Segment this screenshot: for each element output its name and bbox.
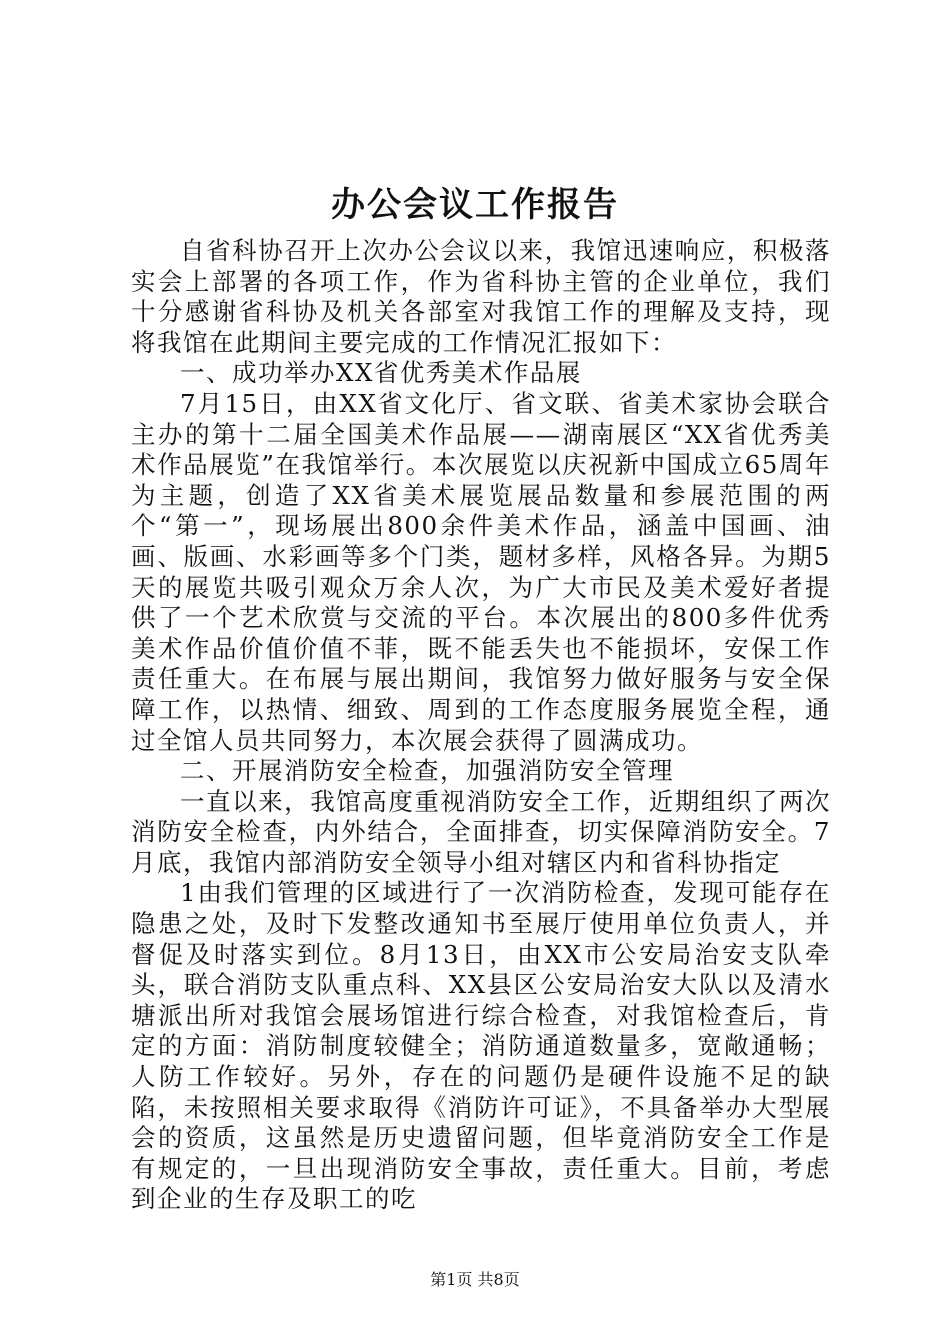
heading-section-two: 二、开展消防安全检查，加强消防安全管理: [180, 756, 674, 786]
heading-section-one: 一、成功举办XX省优秀美术作品展: [180, 358, 582, 388]
paragraph-fire-safety: 一直以来，我馆高度重视消防安全工作，近期组织了两次消防安全检查，内外结合，全面排查，切实保障消防安全。7月底，我馆内部消防安全领导小组对辖区内和省科协指定: [131, 786, 831, 877]
page-number-footer: 第1页 共8页: [430, 1270, 520, 1289]
paragraph-art-exhibition: 7月15日，由XX省文化厅、省文联、省美术家协会联合主办的第十二届全国美术作品展——湖南展区“XX省优秀美术作品展览”在我馆举行。本次展览以庆祝新中国成立65周年为主题，创造了XX省美术展览展品数量和参展范围的两个“第一”，现场展出800余件美术作品，涵盖中国画、油画、版画、水彩画等多个门类，题材多样，风格各异。为期5天的展览共吸引观众万余人次，为广大市民及美术爱好者提供了一个艺术欣赏与交流的平台。本次展出的800多件优秀美术作品价值价值不菲，既不能丢失也不能损坏，安保工作责任重大。在布展与展出期间，我馆努力做好服务与安全保障工作，以热情、细致、周到的工作态度服务展览全程，通过全馆人员共同努力，本次展会获得了圆满成功。: [131, 388, 831, 755]
document-body: [131, 236, 831, 1215]
paragraph-fire-inspection: 1由我们管理的区域进行了一次消防检查，发现可能存在隐患之处，及时下发整改通知书至展厅使用单位负责人，并督促及时落实到位。8月13日，由XX市公安局治安支队牵头，联合消防支队重点科、XX县区公安局治安大队以及清水塘派出所对我馆会展场馆进行综合检查，对我馆检查后，肯定的方面：消防制度较健全；消防通道数量多，宽敞通畅；人防工作较好。另外，存在的问题仍是硬件设施不足的缺陷，未按照相关要求取得《消防许可证》，不具备举办大型展会的资质，这虽然是历史遗留问题，但毕竟消防安全工作是有规定的，一旦出现消防安全事故，责任重大。目前，考虑到企业的生存及职工的吃: [131, 878, 831, 1214]
document-title: 办公会议工作报告: [331, 185, 619, 225]
paragraph-intro: 自省科协召开上次办公会议以来，我馆迅速响应，积极落实会上部署的各项工作，作为省科协主管的企业单位，我们十分感谢省科协及机关各部室对我馆工作的理解及支持，现将我馆在此期间主要完成的工作情况汇报如下：: [131, 236, 831, 357]
